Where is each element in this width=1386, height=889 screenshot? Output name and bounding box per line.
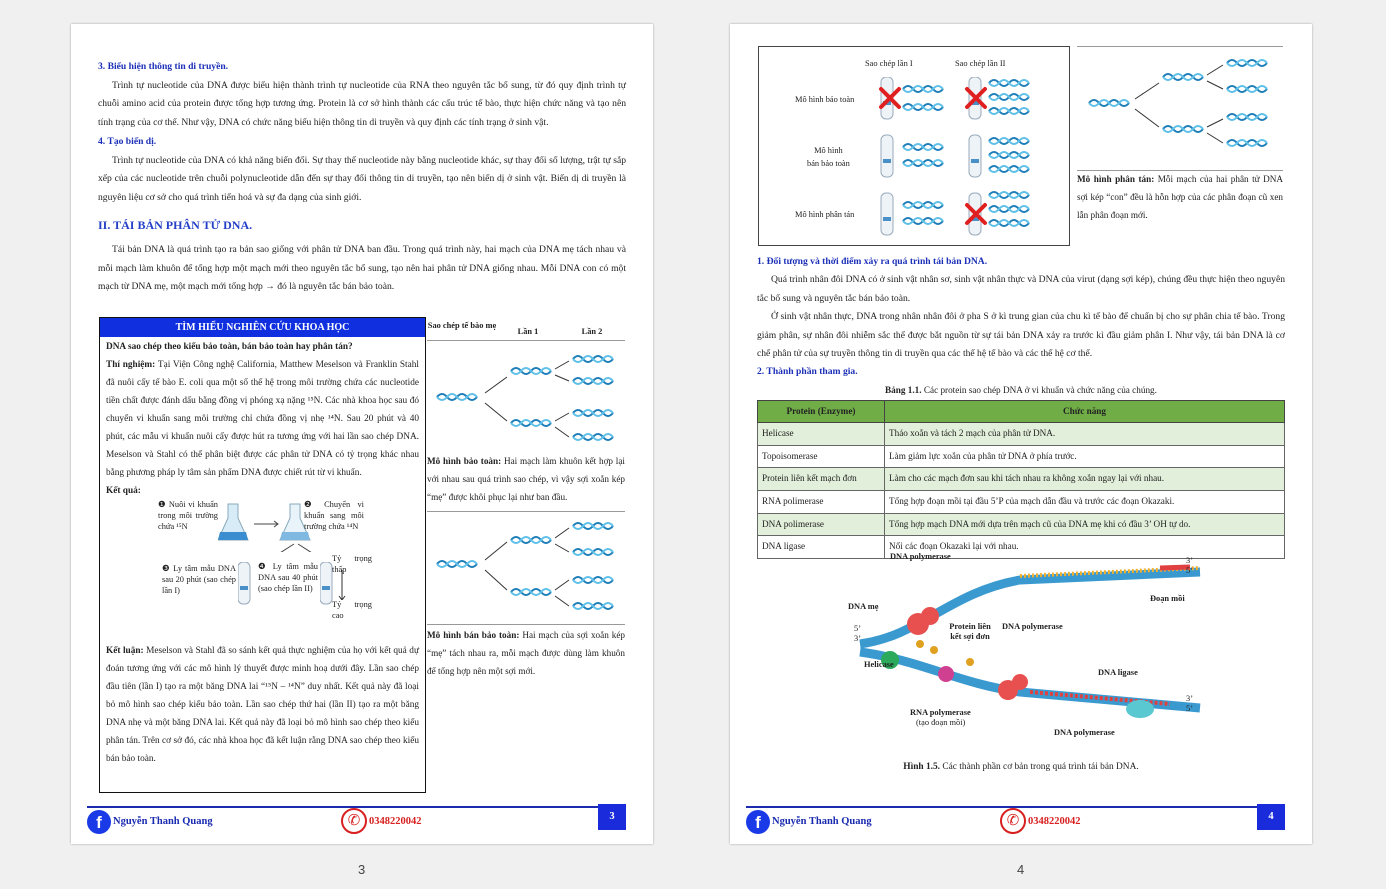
replication-models-column bbox=[427, 321, 625, 681]
dispersive-model-panel bbox=[1077, 46, 1283, 225]
table-header-protein: Protein (Enzyme) bbox=[758, 400, 885, 423]
table-row: Protein liên kết mạch đơn Làm cho các mạch đơn sau khi tách nhau ra không xoắn ngay lại với nhau. bbox=[758, 468, 1285, 491]
label-dna-pol-bottom: DNA polymerase bbox=[1054, 728, 1115, 737]
density-low-label: Tỷ trọng thấp bbox=[332, 554, 372, 575]
label-3prime-c: 3’ bbox=[1186, 694, 1193, 703]
label-dna-pol-mid: DNA polymerase bbox=[1002, 622, 1063, 631]
label-dna-ligase: DNA ligase bbox=[1098, 668, 1138, 677]
table-caption-label: Bảng 1.1. bbox=[885, 384, 922, 395]
model1-text: Hai mạch làm khuôn kết hợp lại với nhau sau quá trình sao chép, vì vậy sợi xoắn kép “mẹ” được khôi phục lại như ban đầu. bbox=[427, 456, 625, 502]
fig-step4: ❹ Ly tâm mẫu DNA sau 40 phút (sao chép lần II) bbox=[258, 562, 318, 594]
dispersive-model-diagram bbox=[1077, 47, 1283, 165]
phone-number: 0348220042 bbox=[1028, 816, 1081, 827]
table-caption: Các protein sao chép DNA ở vi khuẩn và chức năng của chúng. bbox=[923, 384, 1157, 395]
fig-col1: Sao chép lần I bbox=[865, 59, 913, 68]
col-lan1: Lần 1 bbox=[517, 327, 539, 336]
author-name: Nguyễn Thanh Quang bbox=[772, 816, 872, 827]
fig-row2b: bán bảo toàn bbox=[807, 158, 850, 168]
table-row: RNA polimerase Tổng hợp đoạn mồi tại đầu 5’P của mạch dẫn đầu và trước các đoạn Okazaki. bbox=[758, 491, 1285, 514]
fig-row1: Mô hình bảo toàn bbox=[795, 95, 855, 104]
fig-step1: ❶ Nuôi vi khuẩn trong môi trường chứa ¹⁵N bbox=[158, 500, 218, 532]
page4-text bbox=[757, 253, 1285, 559]
table-header-function: Chức năng bbox=[885, 400, 1285, 423]
meselson-stahl-figure bbox=[106, 500, 419, 643]
label-doan-moi: Đoạn mồi bbox=[1150, 594, 1185, 603]
conservative-model-diagram bbox=[427, 341, 625, 451]
page4-footer bbox=[746, 806, 1285, 832]
col-parent: Sao chép tế bào mẹ bbox=[427, 321, 497, 330]
page-label-3: 3 bbox=[358, 862, 366, 877]
fig-col2: Sao chép lần II bbox=[955, 59, 1006, 68]
conclusion-label: Kết luận: bbox=[106, 646, 144, 657]
model1-label: Mô hình bảo toàn: bbox=[427, 456, 502, 467]
models-grid-drawing bbox=[877, 77, 1067, 245]
facebook-icon[interactable]: f bbox=[746, 810, 770, 834]
model2-label: Mô hình bán bảo toàn: bbox=[427, 629, 520, 640]
figure-caption: Các thành phần cơ bản trong quá trình tái bản DNA. bbox=[942, 762, 1139, 772]
model2-text: Hai mạch của sợi xoắn kép “mẹ” tách nhau ra, mỗi mạch được dùng làm khuôn để tổng hợp nên một sợi mới. bbox=[427, 629, 625, 676]
page3-text bbox=[98, 58, 626, 297]
phone-icon: ✆ bbox=[341, 808, 367, 834]
label-ssb: Protein liên kết sợi đơn bbox=[949, 622, 991, 642]
replication-fork-drawing bbox=[830, 552, 1230, 752]
paragraph-bien-di: Trình tự nucleotide của DNA có khả năng biến đổi. Sự thay thế nucleotide này bằng nucleotide khác, sự thay đổi số lượng, trật tự sắp xếp của các nucleotide trên chuỗi polynucleotide dẫn đến sự thay đổi thông tin di truyền, tạo nên biến dị ở sinh vật. Biến dị di truyền là nguyên liệu cơ sở cho quá trình tiến hoá và sự đa dạng của sinh giới. bbox=[98, 154, 626, 203]
page-number-badge: 4 bbox=[1257, 804, 1285, 830]
fig-row2a: Mô hình bbox=[814, 146, 843, 155]
experiment-label: Thí nghiệm: bbox=[106, 359, 156, 370]
label-helicase: Helicase bbox=[864, 660, 894, 669]
heading-doi-tuong: 1. Đối tượng và thời điểm xảy ra quá trình tái bản DNA. bbox=[757, 256, 988, 267]
facebook-icon[interactable]: f bbox=[87, 810, 111, 834]
page-number-badge: 3 bbox=[598, 804, 626, 830]
fig-row3: Mô hình phân tán bbox=[795, 210, 855, 219]
density-high-label: Tỷ trọng cao bbox=[332, 600, 372, 621]
label-3prime-a: 3’ bbox=[1186, 556, 1193, 565]
heading-bieu-hien: 3. Biểu hiện thông tin di truyền. bbox=[98, 61, 229, 72]
heading-bien-di: 4. Tạo biến dị. bbox=[98, 135, 157, 147]
label-3prime-b: 3’ bbox=[854, 634, 861, 643]
author-name: Nguyễn Thanh Quang bbox=[113, 816, 213, 827]
research-box-header: TÌM HIỂU NGHIÊN CỨU KHOA HỌC bbox=[100, 318, 425, 337]
fig-step3: ❸ Ly tâm mẫu DNA sau 20 phút (sao chép lần I) bbox=[162, 564, 236, 596]
figure-caption-label: Hình 1.5. bbox=[903, 762, 941, 772]
fig-step2: ❷ Chuyển vi khuẩn sang môi trường chứa ¹⁴N bbox=[304, 500, 364, 532]
model3-text: Mỗi mạch của hai phân tử DNA sợi kép “con” đều là hỗn hợp của các phân đoạn cũ xen lẫn phân đoạn mới. bbox=[1077, 174, 1283, 220]
label-rna-pol-sub: (tạo đoạn mồi) bbox=[916, 718, 966, 727]
page-label-4: 4 bbox=[1017, 862, 1025, 877]
research-box bbox=[99, 317, 426, 793]
centrifuge-tube-1 bbox=[238, 562, 252, 606]
research-question: DNA sao chép theo kiểu bảo toàn, bán bảo toàn hay phân tán? bbox=[106, 342, 353, 352]
research-box-body bbox=[100, 337, 425, 771]
phone-number: 0348220042 bbox=[369, 816, 422, 827]
semiconservative-model-diagram bbox=[427, 512, 625, 622]
protein-table bbox=[757, 400, 1285, 560]
replication-fork-figure bbox=[830, 552, 1230, 752]
label-5prime-b: 5’ bbox=[854, 624, 861, 633]
experiment-text: Tại Viện Công nghệ California, Matthew Meselson và Franklin Stahl đã nuôi cấy tế bào E. coli qua một số thế hệ trong môi trường chứa các nucleotide tiền chất được đánh dấu bằng đồng vị phóng xạ nặng ¹⁵N. Các nhà khoa học sau đó chuyển vi khuẩn sang môi trường chỉ chứa đồng vị nhẹ ¹⁴N. Sau 20 phút và 40 phút, các mẫu vi khuẩn nuôi cấy được hút ra tương ứng với hai lần sao chép DNA. Meselson và Stahl có thể phân biệt được các phân tử DNA có tỷ trọng khác nhau bằng phương pháp ly tâm sản phẩm DNA được chiết rút từ vi khuẩn. bbox=[106, 359, 419, 478]
page3-footer bbox=[87, 806, 626, 832]
document-page-3 bbox=[71, 24, 653, 844]
table-row: DNA ligase Nối các đoạn Okazaki lại với nhau. bbox=[758, 536, 1285, 559]
paragraph-doi-tuong-1: Quá trình nhân đôi DNA có ở sinh vật nhân sơ, sinh vật nhân thực và DNA của virut (dạng sợi kép), chúng đều thực hiện theo nguyên tắc bổ sung và nguyên tắc bán bảo toàn. bbox=[757, 274, 1286, 304]
paragraph-doi-tuong-2: Ở sinh vật nhân thực, DNA trong nhân nhân đôi ở pha S ở kì trung gian của chu kì tế bào để chuẩn bị cho sự phân chia tế bào. Trong giảm phân, sự nhân đôi nhiễm sắc thể được bắt nguồn từ sự tái bản DNA xảy ra trước kì đầu giảm phân I. Như vậy, tái bản DNA là cơ chế phân tử của sự truyền thông tin di truyền qua các thế hệ tế bào và các thế hệ cơ thể. bbox=[757, 311, 1285, 360]
table-row: Helicase Tháo xoắn và tách 2 mạch của phân tử DNA. bbox=[758, 423, 1285, 446]
replication-models-figure bbox=[758, 46, 1070, 246]
heading-thanh-phan: 2. Thành phần tham gia. bbox=[757, 366, 858, 378]
heading-tai-ban: II. TÁI BẢN PHÂN TỬ DNA. bbox=[98, 217, 253, 232]
label-dna-me: DNA mẹ bbox=[848, 602, 879, 611]
document-page-4 bbox=[730, 24, 1312, 844]
col-lan2: Lần 2 bbox=[581, 327, 603, 336]
conclusion-text: Meselson và Stahl đã so sánh kết quả thực nghiệm của họ với kết quả dự đoán tương ứng với các mô hình lý thuyết được minh hoạ dưới đây. Lần sao chép đầu tiên (lần I) tạo ra một băng DNA lai “¹⁵N – ¹⁴N” duy nhất. Kết quả này đã loại bỏ mô hình sao chép kiểu bảo toàn. Lần sao chép thứ hai (lần II) tạo ra một băng DNA nhẹ và một băng DNA lai. Kết quả này đã loại bỏ mô hình sao chép theo kiểu phân tán. Trên cơ sở đó, các nhà khoa học đã kết luận rằng DNA sao chép theo kiểu bán bảo toàn. bbox=[106, 646, 419, 765]
paragraph-tai-ban: Tái bản DNA là quá trình tạo ra bản sao giống với phân tử DNA ban đầu. Trong quá trình này, hai mạch của DNA mẹ tách nhau và mỗi mạch làm khuôn để tổng hợp một mạch mới theo nguyên tắc bổ sung, tạo nên hai phân tử DNA giống nhau. Mỗi DNA con có một mạch từ DNA mẹ, một mạch mới tổng hợp → đó là nguyên tắc bán bảo toàn. bbox=[98, 244, 626, 293]
label-rna-pol: RNA polymerase bbox=[910, 708, 971, 717]
table-row: Topoisomerase Làm giảm lực xoắn của phân tử DNA ở phía trước. bbox=[758, 445, 1285, 468]
model3-label: Mô hình phân tán: bbox=[1077, 174, 1155, 184]
phone-icon: ✆ bbox=[1000, 808, 1026, 834]
label-dna-pol-top: DNA polymerase bbox=[890, 552, 951, 561]
label-5prime-c: 5’ bbox=[1186, 704, 1193, 713]
table-row: DNA polimerase Tổng hợp mạch DNA mới dựa trên mạch cũ của DNA mẹ khi có đầu 3’ OH tự do. bbox=[758, 513, 1285, 536]
result-label: Kết quả: bbox=[106, 485, 141, 496]
density-arrow bbox=[338, 570, 346, 600]
paragraph-bieu-hien: Trình tự nucleotide của DNA được biểu hiện thành trình tự nucleotide của RNA theo nguyên tắc bổ sung, từ đó quy định trình tự chuỗi amino acid của protein được tổng hợp tương ứng. Protein là cơ sở hình thành các cấu trúc tế bào, thực hiện chức năng và tạo nên tính trạng của cơ thể. Như vậy, DNA có chức năng biểu hiện thông tin di truyền và quy định các tính trạng ở sinh vật. bbox=[98, 79, 626, 129]
label-5prime-a: 5’ bbox=[1186, 566, 1193, 575]
